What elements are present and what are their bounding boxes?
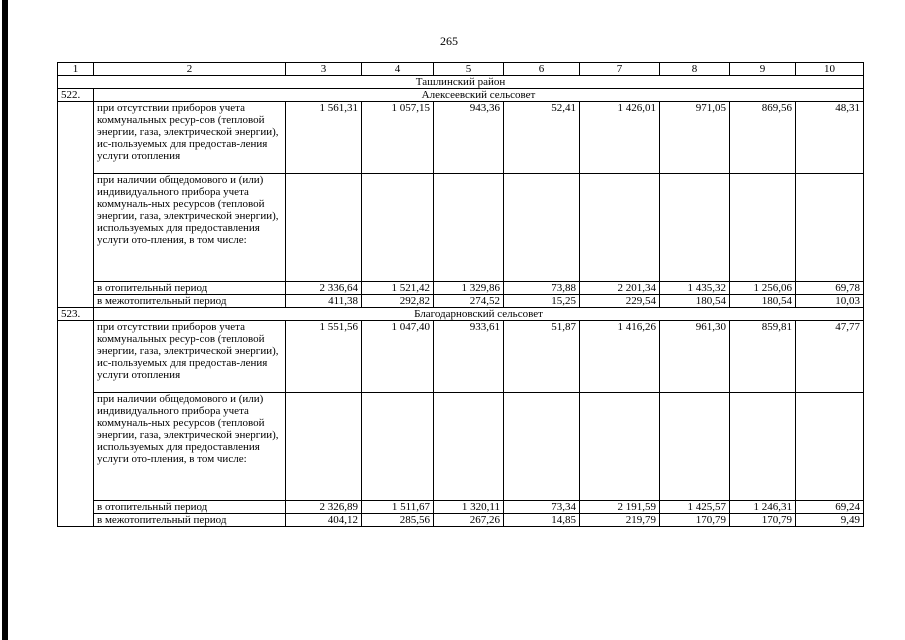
value-cell: 47,77 bbox=[796, 321, 864, 393]
value-cell: 51,87 bbox=[504, 321, 580, 393]
col-header: 9 bbox=[730, 63, 796, 76]
value-cell: 73,88 bbox=[504, 282, 580, 295]
col-header: 2 bbox=[94, 63, 286, 76]
value-cell: 411,38 bbox=[286, 295, 362, 308]
value-cell: 1 256,06 bbox=[730, 282, 796, 295]
col-header: 4 bbox=[362, 63, 434, 76]
value-cell: 15,25 bbox=[504, 295, 580, 308]
tariff-table bbox=[57, 62, 864, 527]
table-row bbox=[58, 393, 864, 501]
empty-cell bbox=[286, 393, 362, 501]
value-cell: 971,05 bbox=[660, 102, 730, 174]
value-cell: 1 329,86 bbox=[434, 282, 504, 295]
district-row bbox=[58, 76, 864, 89]
value-cell: 274,52 bbox=[434, 295, 504, 308]
value-cell: 1 057,15 bbox=[362, 102, 434, 174]
value-cell: 10,03 bbox=[796, 295, 864, 308]
settlement-name: Благодарновский сельсовет bbox=[94, 308, 864, 321]
row-description: при отсутствии приборов учета коммунальных ресур-сов (тепловой энергии, газа, электрической энергии), ис-пользуемых для предостав-ления услуги отопления bbox=[94, 321, 286, 393]
value-cell: 229,54 bbox=[580, 295, 660, 308]
page-number: 265 bbox=[440, 34, 458, 48]
empty-cell bbox=[286, 174, 362, 282]
settlement-code: 522. bbox=[58, 89, 94, 102]
value-cell: 1 246,31 bbox=[730, 501, 796, 514]
empty-cell bbox=[504, 174, 580, 282]
value-cell: 48,31 bbox=[796, 102, 864, 174]
settlement-code: 523. bbox=[58, 308, 94, 321]
settlement-row bbox=[58, 89, 864, 102]
row-description: в отопительный период bbox=[94, 282, 286, 295]
value-cell: 869,56 bbox=[730, 102, 796, 174]
value-cell: 285,56 bbox=[362, 514, 434, 527]
table-row bbox=[58, 174, 864, 282]
value-cell: 2 191,59 bbox=[580, 501, 660, 514]
value-cell: 943,36 bbox=[434, 102, 504, 174]
row-description: в отопительный период bbox=[94, 501, 286, 514]
row-description: при наличии общедомового и (или) индивидуального прибора учета коммуналь-ных ресурсов (тепловой энергии, газа, электрической энергии), используемых для предоставления услуги ото-пления, в том числе: bbox=[94, 393, 286, 501]
value-cell: 14,85 bbox=[504, 514, 580, 527]
value-cell: 180,54 bbox=[660, 295, 730, 308]
empty-cell bbox=[434, 174, 504, 282]
empty-cell bbox=[434, 393, 504, 501]
row-description: в межотопительный период bbox=[94, 514, 286, 527]
value-cell: 73,34 bbox=[504, 501, 580, 514]
table-row bbox=[58, 501, 864, 514]
settlement-name: Алексеевский сельсовет bbox=[94, 89, 864, 102]
value-cell: 219,79 bbox=[580, 514, 660, 527]
value-cell: 1 521,42 bbox=[362, 282, 434, 295]
value-cell: 1 047,40 bbox=[362, 321, 434, 393]
empty-cell bbox=[730, 393, 796, 501]
empty-cell bbox=[58, 102, 94, 308]
col-header: 3 bbox=[286, 63, 362, 76]
value-cell: 2 336,64 bbox=[286, 282, 362, 295]
value-cell: 170,79 bbox=[730, 514, 796, 527]
col-header: 7 bbox=[580, 63, 660, 76]
value-cell: 1 416,26 bbox=[580, 321, 660, 393]
empty-cell bbox=[580, 174, 660, 282]
empty-cell bbox=[796, 174, 864, 282]
empty-cell bbox=[362, 393, 434, 501]
table-row bbox=[58, 514, 864, 527]
value-cell: 961,30 bbox=[660, 321, 730, 393]
value-cell: 9,49 bbox=[796, 514, 864, 527]
table-row bbox=[58, 295, 864, 308]
district-title: Ташлинский район bbox=[58, 76, 864, 89]
value-cell: 69,24 bbox=[796, 501, 864, 514]
col-header: 5 bbox=[434, 63, 504, 76]
col-header: 1 bbox=[58, 63, 94, 76]
value-cell: 1 320,11 bbox=[434, 501, 504, 514]
value-cell: 404,12 bbox=[286, 514, 362, 527]
value-cell: 2 201,34 bbox=[580, 282, 660, 295]
value-cell: 859,81 bbox=[730, 321, 796, 393]
value-cell: 267,26 bbox=[434, 514, 504, 527]
empty-cell bbox=[504, 393, 580, 501]
value-cell: 292,82 bbox=[362, 295, 434, 308]
value-cell: 2 326,89 bbox=[286, 501, 362, 514]
empty-cell bbox=[660, 393, 730, 501]
value-cell: 1 551,56 bbox=[286, 321, 362, 393]
col-header: 8 bbox=[660, 63, 730, 76]
value-cell: 180,54 bbox=[730, 295, 796, 308]
value-cell: 170,79 bbox=[660, 514, 730, 527]
value-cell: 1 425,57 bbox=[660, 501, 730, 514]
empty-cell bbox=[362, 174, 434, 282]
table-row bbox=[58, 102, 864, 174]
empty-cell bbox=[58, 321, 94, 527]
col-header: 6 bbox=[504, 63, 580, 76]
row-description: при наличии общедомового и (или) индивидуального прибора учета коммуналь-ных ресурсов (тепловой энергии, газа, электрической энергии), используемых для предоставления услуги ото-пления, в том числе: bbox=[94, 174, 286, 282]
value-cell: 933,61 bbox=[434, 321, 504, 393]
page-edge-bar bbox=[2, 0, 8, 640]
value-cell: 1 511,67 bbox=[362, 501, 434, 514]
value-cell: 1 435,32 bbox=[660, 282, 730, 295]
col-header: 10 bbox=[796, 63, 864, 76]
empty-cell bbox=[660, 174, 730, 282]
row-description: при отсутствии приборов учета коммунальных ресур-сов (тепловой энергии, газа, электрической энергии), ис-пользуемых для предостав-ления услуги отопления bbox=[94, 102, 286, 174]
row-description: в межотопительный период bbox=[94, 295, 286, 308]
empty-cell bbox=[730, 174, 796, 282]
value-cell: 69,78 bbox=[796, 282, 864, 295]
empty-cell bbox=[580, 393, 660, 501]
value-cell: 52,41 bbox=[504, 102, 580, 174]
settlement-row bbox=[58, 308, 864, 321]
value-cell: 1 426,01 bbox=[580, 102, 660, 174]
value-cell: 1 561,31 bbox=[286, 102, 362, 174]
column-number-row bbox=[58, 63, 864, 76]
empty-cell bbox=[796, 393, 864, 501]
table-row bbox=[58, 282, 864, 295]
table-row bbox=[58, 321, 864, 393]
